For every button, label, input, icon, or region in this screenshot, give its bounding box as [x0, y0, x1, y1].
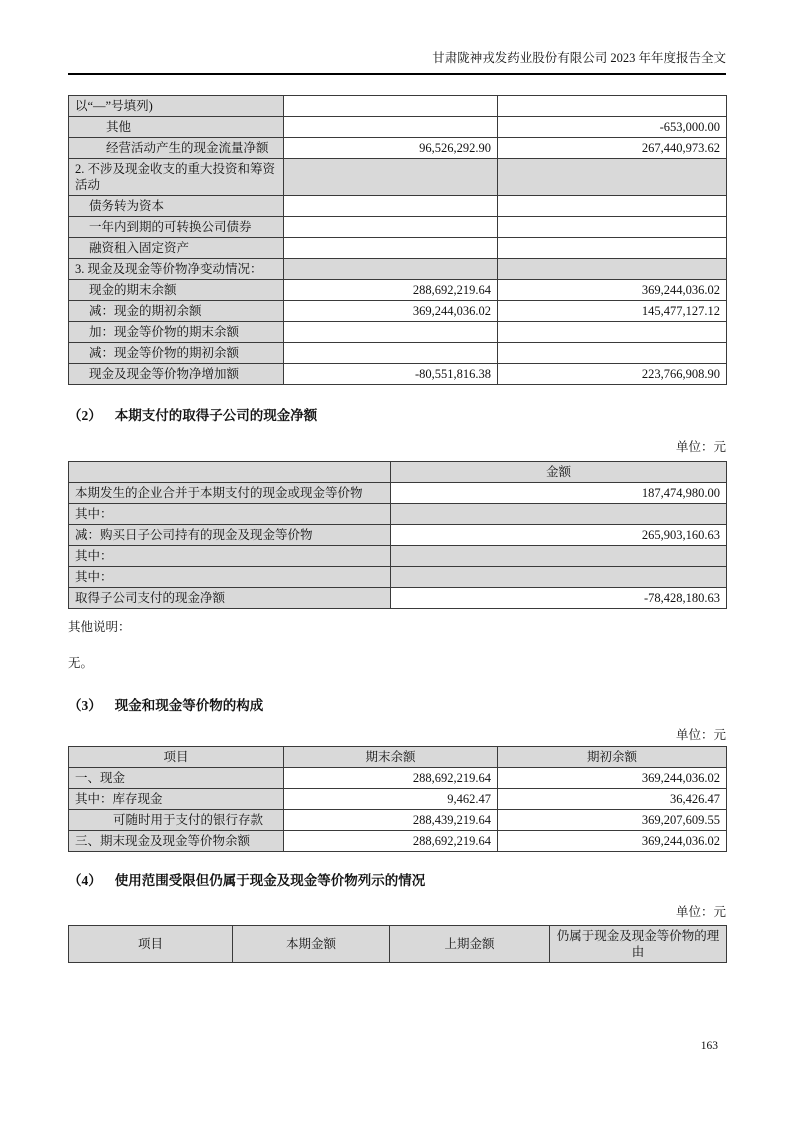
item-header: 项目 [69, 747, 284, 768]
section-heading-2 [68, 407, 726, 425]
amount-value [391, 546, 727, 567]
table-row [69, 138, 727, 159]
current-period-value: 288,692,219.64 [284, 280, 498, 301]
restricted-cash-table [68, 925, 727, 963]
row-label: 现金及现金等价物净增加额 [69, 364, 284, 385]
unit-label: 单位：元 [675, 905, 726, 919]
table-row [69, 567, 727, 588]
reason-header: 仍属于现金及现金等价物的理由 [550, 926, 727, 963]
ending-balance-value: 9,462.47 [284, 789, 498, 810]
current-period-value [284, 159, 498, 196]
cashflow-table [68, 95, 727, 385]
row-label: 其中： [69, 504, 391, 525]
table-row [69, 259, 727, 280]
ending-balance-value: 288,692,219.64 [284, 768, 498, 789]
row-label: 三、期末现金及现金等价物余额 [69, 831, 284, 852]
current-period-value [284, 259, 498, 280]
table-row [69, 588, 727, 609]
row-label: 融资租入固定资产 [69, 238, 284, 259]
prior-period-value [498, 96, 727, 117]
row-label: 现金的期末余额 [69, 280, 284, 301]
amount-header: 金额 [391, 462, 727, 483]
current-period-value [284, 117, 498, 138]
table-row [69, 504, 727, 525]
table-row [69, 546, 727, 567]
prior-amount-header: 上期金额 [390, 926, 550, 963]
beginning-balance-value: 36,426.47 [498, 789, 727, 810]
subsidiary-cash-table [68, 461, 727, 609]
current-period-value: -80,551,816.38 [284, 364, 498, 385]
row-label: 其中： [69, 546, 391, 567]
table-row [69, 238, 727, 259]
ending-balance-value: 288,692,219.64 [284, 831, 498, 852]
cash-composition-table [68, 746, 727, 852]
table-row [69, 196, 727, 217]
section-title: 现金和现金等价物的构成 [114, 698, 264, 713]
row-label: 减：现金的期初余额 [69, 301, 284, 322]
section-number: （2） [68, 408, 102, 423]
beginning-balance-header: 期初余额 [498, 747, 727, 768]
row-label: 加：现金等价物的期末余额 [69, 322, 284, 343]
table-row [69, 343, 727, 364]
current-amount-header: 本期金额 [233, 926, 390, 963]
row-label: 经营活动产生的现金流量净额 [69, 138, 284, 159]
beginning-balance-value: 369,244,036.02 [498, 768, 727, 789]
table-row [69, 217, 727, 238]
current-period-value: 96,526,292.90 [284, 138, 498, 159]
amount-value [391, 504, 727, 525]
item-header: 项目 [69, 926, 233, 963]
current-period-value [284, 217, 498, 238]
amount-value: 265,903,160.63 [391, 525, 727, 546]
other-note-text: 无。 [68, 656, 94, 670]
prior-period-value: 369,244,036.02 [498, 280, 727, 301]
ending-balance-value: 288,439,219.64 [284, 810, 498, 831]
page-number: 163 [700, 1040, 718, 1052]
prior-period-value: -653,000.00 [498, 117, 727, 138]
row-label: 其中：库存现金 [69, 789, 284, 810]
table-row [69, 789, 727, 810]
table-row [69, 159, 727, 196]
prior-period-value [498, 217, 727, 238]
current-period-value [284, 196, 498, 217]
empty-header-cell [69, 462, 391, 483]
row-label: 一年内到期的可转换公司债券 [69, 217, 284, 238]
table-row [69, 301, 727, 322]
prior-period-value [498, 238, 727, 259]
beginning-balance-value: 369,207,609.55 [498, 810, 727, 831]
section-number: （4） [68, 873, 102, 888]
table-row [69, 96, 727, 117]
other-note-label: 其他说明： [68, 620, 131, 634]
row-label: 减：现金等价物的期初余额 [69, 343, 284, 364]
table-header-row [69, 747, 727, 768]
current-period-value [284, 238, 498, 259]
table-header-row [69, 926, 727, 963]
table-row [69, 280, 727, 301]
table-row [69, 322, 727, 343]
row-label: 取得子公司支付的现金净额 [69, 588, 391, 609]
row-label: 减：购买日子公司持有的现金及现金等价物 [69, 525, 391, 546]
table-row [69, 483, 727, 504]
section-title: 使用范围受限但仍属于现金及现金等价物列示的情况 [114, 873, 426, 888]
row-label: 债务转为资本 [69, 196, 284, 217]
row-label: 其他 [69, 117, 284, 138]
prior-period-value: 223,766,908.90 [498, 364, 727, 385]
table-row [69, 364, 727, 385]
table-row [69, 831, 727, 852]
row-label: 其中： [69, 567, 391, 588]
current-period-value [284, 96, 498, 117]
table-row [69, 525, 727, 546]
row-label: 一、现金 [69, 768, 284, 789]
row-label: 3. 现金及现金等价物净变动情况： [69, 259, 284, 280]
section-number: （3） [68, 698, 102, 713]
row-label: 以“—”号填列) [69, 96, 284, 117]
prior-period-value: 267,440,973.62 [498, 138, 727, 159]
prior-period-value [498, 196, 727, 217]
row-label: 2. 不涉及现金收支的重大投资和筹资活动 [69, 159, 284, 196]
prior-period-value [498, 343, 727, 364]
table-header-row [69, 462, 727, 483]
beginning-balance-value: 369,244,036.02 [498, 831, 727, 852]
unit-label: 单位：元 [675, 440, 726, 454]
prior-period-value: 145,477,127.12 [498, 301, 727, 322]
section-heading-3 [68, 697, 726, 715]
amount-value [391, 567, 727, 588]
ending-balance-header: 期末余额 [284, 747, 498, 768]
current-period-value [284, 343, 498, 364]
prior-period-value [498, 159, 727, 196]
current-period-value: 369,244,036.02 [284, 301, 498, 322]
prior-period-value [498, 259, 727, 280]
section-heading-4 [68, 872, 726, 890]
current-period-value [284, 322, 498, 343]
row-label: 本期发生的企业合并于本期支付的现金或现金等价物 [69, 483, 391, 504]
section-title: 本期支付的取得子公司的现金净额 [114, 408, 318, 423]
row-label: 可随时用于支付的银行存款 [69, 810, 284, 831]
amount-value: 187,474,980.00 [391, 483, 727, 504]
unit-label: 单位：元 [675, 728, 726, 742]
table-row [69, 810, 727, 831]
page-header-title: 甘肃陇神戎发药业股份有限公司 2023 年年度报告全文 [68, 50, 726, 75]
prior-period-value [498, 322, 727, 343]
amount-value: -78,428,180.63 [391, 588, 727, 609]
table-row [69, 117, 727, 138]
table-row [69, 768, 727, 789]
